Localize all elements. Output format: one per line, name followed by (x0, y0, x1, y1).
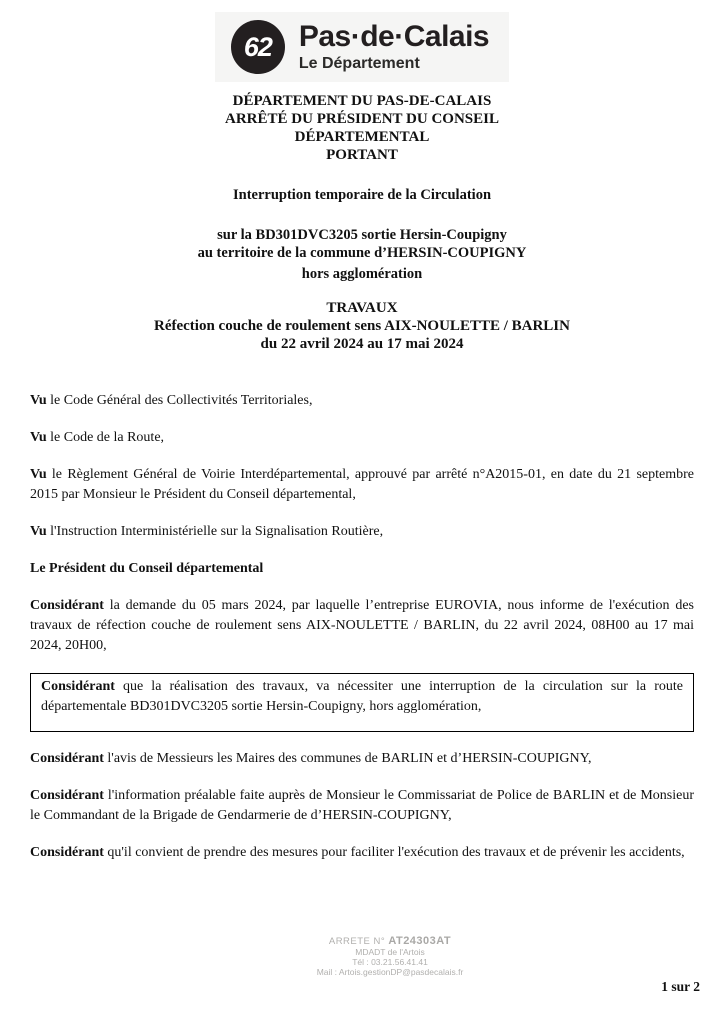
title-line-1: DÉPARTEMENT DU PAS-DE-CALAIS (232, 93, 492, 109)
paragraph-vu-3 (30, 465, 694, 505)
paragraph-considerant-boxed (30, 673, 694, 732)
logo-title: Pas·de·Calais (298, 20, 490, 53)
paragraph-vu-4 (30, 522, 694, 542)
paragraph-rest: le Code de la Route, (46, 430, 165, 445)
arrete-number-line (28, 936, 724, 947)
title-line-3: DÉPARTEMENTAL (294, 129, 430, 145)
paragraph-lead: Considérant (41, 679, 115, 694)
department-62-badge-icon: 62 (231, 20, 285, 74)
location-block (0, 226, 724, 283)
works-line-3: du 22 avril 2024 au 17 mai 2024 (260, 336, 464, 352)
paragraph-rest: la demande du 05 mars 2024, par laquelle l’entreprise EUROVIA, nous informe de l'exécution des travaux de réfection couche de roulement sens AIX-NOULETTE / BARLIN, du 22 avril 2024, 08H00 au 17 mai 2024, 20H00, (30, 598, 694, 653)
location-line-1: sur la BD301DVC3205 sortie Hersin-Coupigny (217, 227, 507, 243)
paragraph-rest: que la réalisation des travaux, va nécessiter une interruption de la circulation sur la route départementale BD301DVC3205 sortie Hersin-Coupigny, hors agglomération, (41, 679, 683, 714)
logo-subtitle: Le Département (298, 55, 420, 72)
location-line-2: au territoire de la commune d’HERSIN-COUPIGNY (197, 245, 527, 261)
footer-tel: Tél : 03.21.56.41.41 (352, 957, 428, 967)
paragraph-rest: le Code Général des Collectivités Territoriales, (46, 393, 313, 408)
paragraph-considerant-3 (30, 786, 694, 826)
paragraph-rest: l'Instruction Interministérielle sur la Signalisation Routière, (46, 524, 384, 539)
body-text (30, 391, 694, 863)
paragraph-rest: qu'il convient de prendre des mesures pour faciliter l'exécution des travaux et de prévenir les accidents, (103, 845, 685, 860)
arrete-number: AT24303AT (388, 935, 452, 947)
footer (0, 936, 724, 977)
paragraph-lead: Considérant (30, 845, 104, 860)
paragraph-president (30, 559, 694, 579)
paragraph-lead: Vu (30, 524, 47, 539)
footer-inner (28, 936, 724, 977)
paragraph-lead: Le Président du Conseil départemental (30, 561, 264, 576)
paragraph-considerant-2 (30, 749, 694, 769)
paragraph-considerant-1 (30, 596, 694, 656)
paragraph-rest: l'avis de Messieurs les Maires des communes de BARLIN et d’HERSIN-COUPIGNY, (103, 751, 592, 766)
paragraph-lead: Considérant (30, 788, 104, 803)
paragraph-vu-1 (30, 391, 694, 411)
paragraph-lead: Considérant (30, 598, 104, 613)
logo-text (299, 22, 489, 72)
paragraph-vu-2 (30, 428, 694, 448)
location-line-3: hors agglomération (301, 266, 423, 282)
subject-line: Interruption temporaire de la Circulation (232, 187, 492, 203)
page-number: 1 sur 2 (661, 979, 700, 994)
title-line-2: ARRÊTÉ DU PRÉSIDENT DU CONSEIL (225, 111, 499, 127)
paragraph-lead: Vu (30, 430, 47, 445)
paragraph-lead: Considérant (30, 751, 104, 766)
paragraph-rest: le Règlement Général de Voirie Interdépartemental, approuvé par arrêté n°A2015-01, en date du 21 septembre 2015 par Monsieur le Président du Conseil départemental, (30, 467, 694, 502)
works-line-2: Réfection couche de roulement sens AIX-NOULETTE / BARLIN (154, 318, 570, 334)
arrete-label: ARRETE N° (328, 936, 389, 947)
paragraph-lead: Vu (30, 393, 47, 408)
works-title: TRAVAUX (326, 300, 398, 316)
paragraph-rest: l'information préalable faite auprès de Monsieur le Commissariat de Police de BARLIN et de Monsieur le Commandant de la Brigade de Gendarmerie de d’HERSIN-COUPIGNY, (30, 788, 694, 823)
paragraph-lead: Vu (30, 467, 47, 482)
logo (0, 12, 724, 82)
footer-mail: Mail : Artois.gestionDP@pasdecalais.fr (316, 967, 464, 977)
works-block (0, 299, 724, 353)
title-line-4: PORTANT (326, 147, 398, 163)
paragraph-considerant-4 (30, 843, 694, 863)
footer-org: MDADT de l'Artois (355, 947, 425, 957)
document-title (0, 92, 724, 164)
logo-box (215, 12, 509, 82)
